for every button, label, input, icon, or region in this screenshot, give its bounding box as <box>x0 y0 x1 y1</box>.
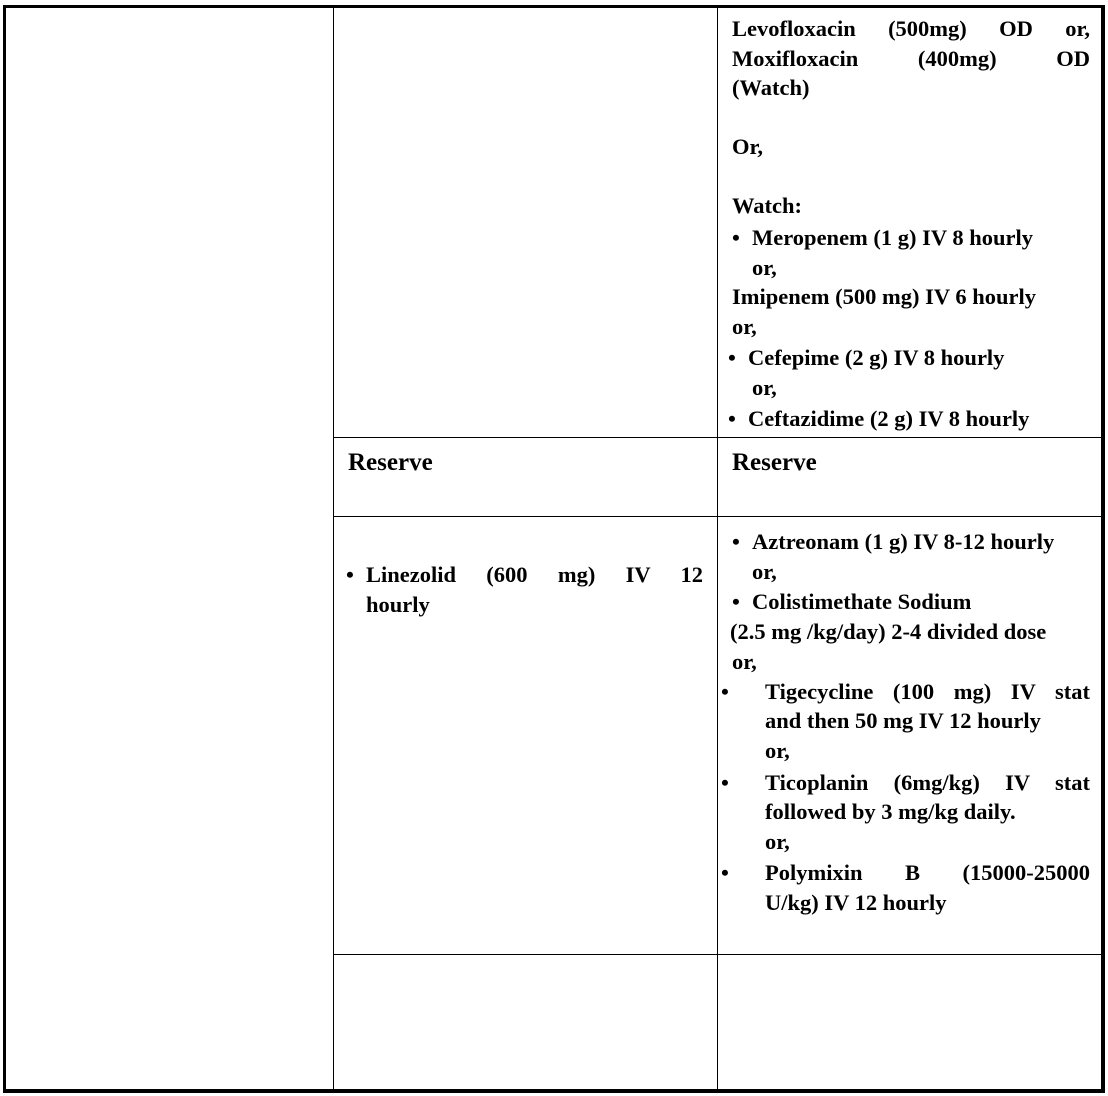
linezolid-item-continued: hourly <box>366 592 430 617</box>
or-line: or, <box>732 649 757 674</box>
moxifloxacin-line: Moxifloxacin (400mg) OD <box>732 46 1090 71</box>
or-line: or, <box>765 738 790 763</box>
reserve-header-right: Reserve <box>732 449 817 476</box>
watch-tag: (Watch) <box>732 75 810 100</box>
column-divider-2 <box>717 6 718 1092</box>
tigecycline-item: Tigecycline (100 mg) IV stat <box>765 679 1090 704</box>
bullet-icon: • <box>721 770 729 795</box>
linezolid-item: • Linezolid (600 mg) IV 12 <box>366 560 703 590</box>
or-line: or, <box>732 314 757 339</box>
row-divider-2 <box>333 516 1102 517</box>
colistimethate-item: • Colistimethate Sodium <box>752 587 971 617</box>
aztreonam-item: • Aztreonam (1 g) IV 8-12 hourly <box>752 527 1054 557</box>
tigecycline-item-continued: and then 50 mg IV 12 hourly <box>765 708 1041 733</box>
cefepime-item: • Cefepime (2 g) IV 8 hourly <box>748 343 1004 373</box>
column-divider-1 <box>333 6 334 1092</box>
ticoplanin-item: Ticoplanin (6mg/kg) IV stat <box>765 770 1090 795</box>
or-line: or, <box>752 255 777 280</box>
imipenem-item: Imipenem (500 mg) IV 6 hourly <box>732 284 1036 309</box>
meropenem-item: • Meropenem (1 g) IV 8 hourly <box>752 223 1033 253</box>
or-line: or, <box>752 559 777 584</box>
row-divider-1 <box>333 437 1102 438</box>
ceftazidime-item: • Ceftazidime (2 g) IV 8 hourly <box>748 404 1029 434</box>
ticoplanin-item-continued: followed by 3 mg/kg daily. <box>765 799 1016 824</box>
polymixin-item-continued: U/kg) IV 12 hourly <box>765 890 947 915</box>
colistimethate-dose: (2.5 mg /kg/day) 2-4 divided dose <box>730 619 1047 644</box>
reserve-header-left: Reserve <box>348 449 433 476</box>
or-line: or, <box>765 829 790 854</box>
or-line: Or, <box>732 134 764 159</box>
bullet-icon: • <box>721 860 729 885</box>
bullet-icon: • <box>721 679 729 704</box>
or-line: or, <box>752 375 777 400</box>
row-divider-3 <box>333 954 1102 955</box>
watch-label: Watch: <box>732 193 802 218</box>
polymixin-item: Polymixin B (15000-25000 <box>765 860 1090 885</box>
levofloxacin-line: Levofloxacin (500mg) OD or, <box>732 16 1090 41</box>
